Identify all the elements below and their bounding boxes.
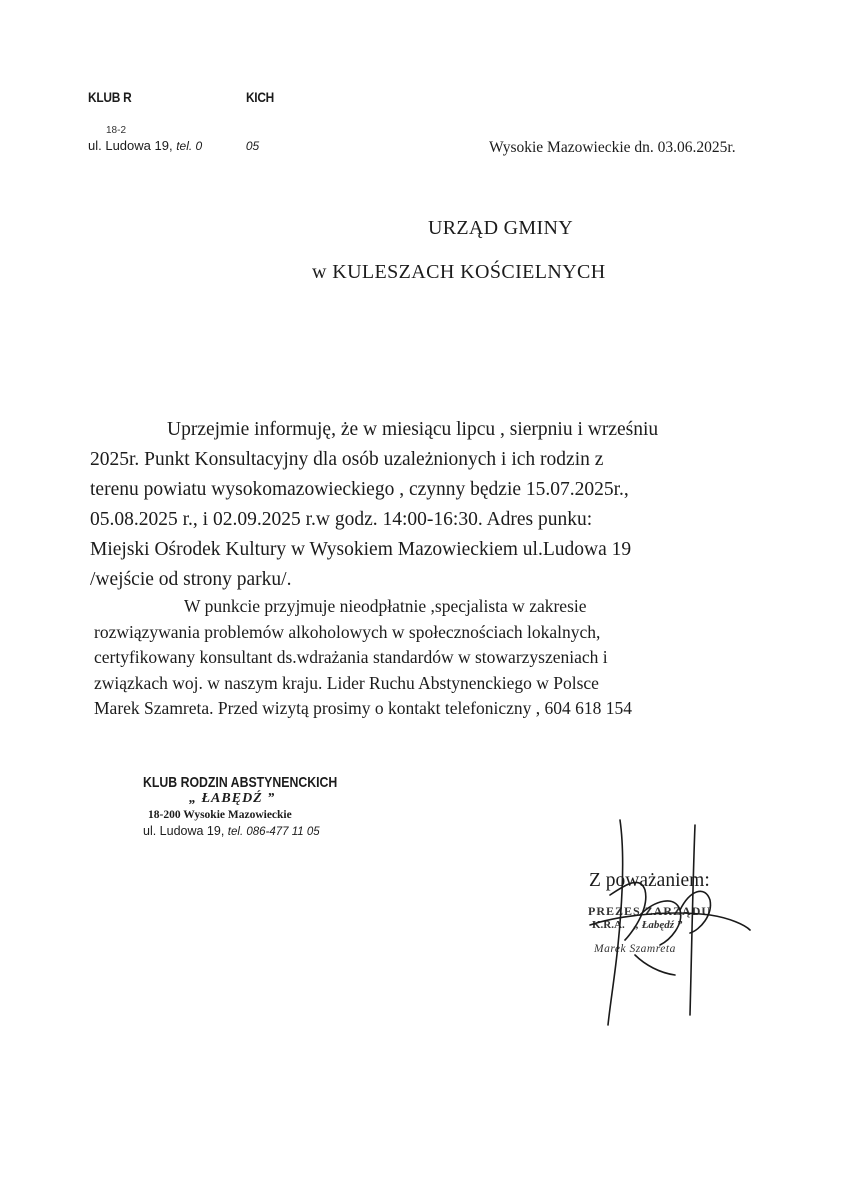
handwritten-signature: [580, 815, 760, 1030]
paragraph-line: Uprzejmie informuję, że w miesiącu lipcu , sierpniu i wrześniu: [167, 419, 659, 440]
sender-postal-code: 18-2: [106, 125, 127, 136]
club-stamp: [143, 775, 380, 840]
sender-phone: tel. 0: [176, 139, 203, 153]
paragraph-line: 05.08.2025 r., i 02.09.2025 r.w godz. 14:00-16:30. Adres punku:: [90, 509, 593, 530]
signature-stamp-title: PREZES ZARZĄDU: [588, 904, 712, 918]
stamp-street: ul. Ludowa 19,: [143, 824, 225, 838]
paragraph-line: certyfikowany konsultant ds.wdrażania standardów w stowarzyszeniach i: [94, 647, 608, 667]
sender-phone-end: 05: [245, 139, 260, 153]
recipient-line-1: URZĄD GMINY: [428, 217, 573, 239]
signature-stamp-swan: „ Łabędź ”: [633, 919, 683, 931]
paragraph-line: Miejski Ośrodek Kultury w Wysokiem Mazowieckiem ul.Ludowa 19: [90, 539, 632, 560]
paragraph-specialist: [94, 594, 794, 722]
closing-regards: Z poważaniem:: [589, 870, 710, 891]
stamp-address: [143, 823, 380, 840]
signature-stamp-org-name: K.R.A.: [592, 919, 625, 931]
paragraph-line: 2025r. Punkt Konsultacyjny dla osób uzależnionych i ich rodzin z: [90, 449, 604, 470]
signature-stamp-name: Marek Szamreta: [594, 943, 676, 955]
stamp-postal: 18-200 Wysokie Mazowieckie: [148, 809, 292, 821]
stamp-swan: „ ŁABĘDŹ ”: [189, 791, 276, 806]
paragraph-line: terenu powiatu wysokomazowieckiego , czynny będzie 15.07.2025r.,: [90, 479, 629, 500]
paragraph-line: rozwiązywania problemów alkoholowych w społecznościach lokalnych,: [94, 621, 601, 642]
stamp-club-name: KLUB RODZIN ABSTYNENCKICH: [143, 774, 338, 791]
paragraph-line: /wejście od strony parku/.: [90, 569, 292, 590]
sender-club-name: KLUB R KICH: [88, 89, 275, 105]
recipient-line-2: w KULESZACH KOŚCIELNYCH: [312, 261, 606, 283]
letter-date: Wysokie Mazowieckie dn. 03.06.2025r.: [489, 139, 736, 156]
sender-address: [88, 138, 259, 153]
paragraph-information: [90, 415, 820, 595]
sender-street: ul. Ludowa 19,: [88, 138, 173, 153]
stamp-phone: tel. 086-477 11 05: [227, 826, 320, 838]
paragraph-line: związkach woj. w naszym kraju. Lider Ruchu Abstynenckiego w Polsce: [94, 672, 599, 693]
paragraph-line: W punkcie przyjmuje nieodpłatnie ,specjalista w zakresie: [184, 596, 587, 616]
paragraph-line: Marek Szamreta. Przed wizytą prosimy o kontakt telefoniczny , 604 618 154: [94, 698, 632, 718]
